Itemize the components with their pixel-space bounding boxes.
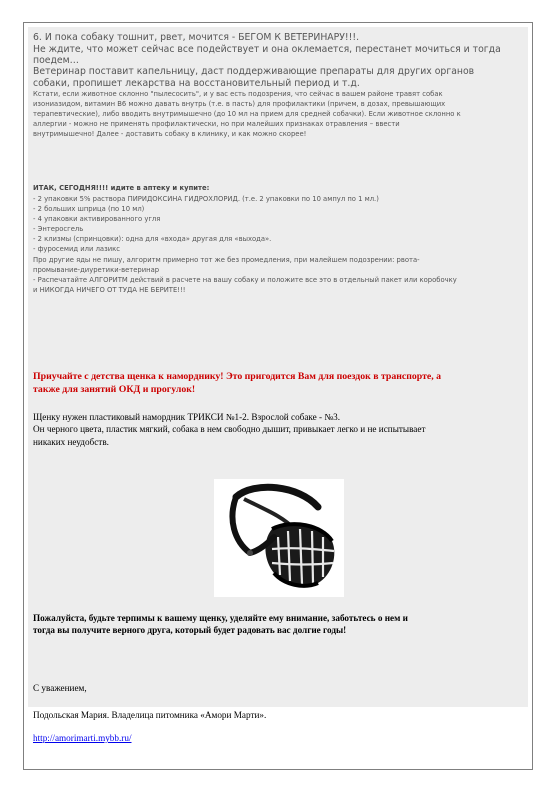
list-item: - Распечатайте АЛГОРИТМ действий в расчете на вашу собаку и положите все это в отдельный пакет или коробочку	[33, 275, 457, 284]
list-item: - 2 клизмы (спринцовки): одна для «входа» другая для «выхода».	[33, 235, 272, 244]
vitamin-note: Кстати, если животное склонно "пылесосить", и у вас есть подозрения, что сейчас в вашем районе травят собак изониазидом, витамин В6 можно давать внутрь (т.е. в пасть) для профилактики (причем, в дозах, превышающих терапевтические), либо вводить внутримышечно (до 10 мл на прием для средней собачки). Если животное склонно к аллергии - можно не применять профилактически, но при малейших признаках отравления – ввести внутримышечно! Далее - доставить собаку в клинику, и как можно скорее!	[33, 90, 461, 139]
list-item: - фуросемид или лазикс	[33, 245, 120, 254]
site-link[interactable]: http://amorimarti.mybb.ru/	[33, 733, 132, 743]
shopping-heading: ИТАК, СЕГОДНЯ!!!! идите в аптеку и купите:	[33, 184, 210, 192]
list-item: - 2 упаковки 5% раствора ПИРИДОКСИНА ГИДРОХЛОРИД. (т.е. 2 упаковки по 10 ампул по 1 мл.)	[33, 195, 379, 203]
list-item: - 2 больших шприца (по 10 мл)	[33, 205, 145, 214]
muzzle-advice: Приучайте с детства щенка к наморднику! Это пригодится Вам для поездок в транспорте, а также для занятий ОКД и прогулок!	[33, 371, 442, 395]
list-item: - 4 упаковки активированного угля	[33, 215, 161, 224]
muzzle-image	[214, 479, 344, 597]
closing-message: Пожалуйста, будьте терпимы к вашему щенку, уделяйте ему внимание, заботьтесь о нем и тогда вы получите верного друга, который будет радовать вас долгие годы!	[33, 613, 408, 636]
list-item: и НИКОГДА НИЧЕГО ОТ ТУДА НЕ БЕРИТЕ!!!	[33, 285, 186, 294]
section-paragraph: Не ждите, что может сейчас все подействует и она оклемается, перестанет мочиться и тогда поедем… Ветеринар поставит капельницу, даст поддерживающие препараты для других органов собаки, пропишет лекарства на восстановительный период и т.д.	[33, 44, 501, 89]
regards: С уважением,	[33, 683, 87, 693]
signature: Подольская Мария. Владелица питомника «Амори Марти».	[33, 710, 267, 720]
shopping-list	[33, 194, 525, 295]
muzzle-description: Щенку нужен пластиковый намордник ТРИКСИ №1-2. Взрослой собаке - №3. Он черного цвета, пластик мягкий, собака в нем свободно дышит, привыкает легко и не испытывает никаких неудобств.	[33, 412, 426, 447]
site-link-wrapper	[33, 732, 525, 744]
section-heading: 6. И пока собаку тошнит, рвет, мочится - БЕГОМ К ВЕТЕРИНАРУ!!!.	[33, 32, 360, 43]
list-item: промывание-диуретики-ветеринар	[33, 265, 160, 274]
list-item: - Энтеросгель	[33, 225, 84, 234]
list-item: Про другие яды не пишу, алгоритм примерно тот же без промедления, при малейшем подозрении: рвота-	[33, 255, 420, 264]
